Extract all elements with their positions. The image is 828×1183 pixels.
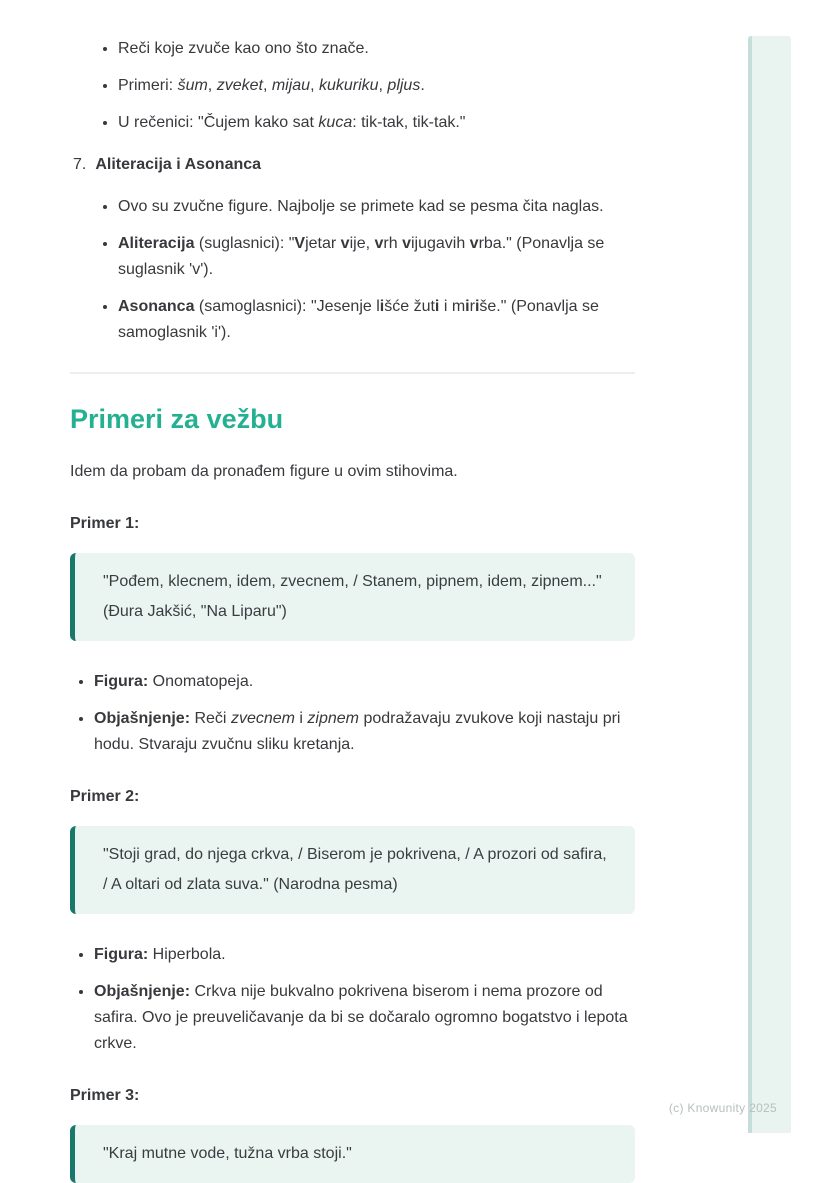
quote-text: "Pođem, klecnem, idem, zvecnem, / Stanem, pipnem, idem, zipnem..." (Đura Jakšić, "Na Liparu") (103, 573, 602, 620)
list-item: • Aliteracija (suglasnici): "Vjetar vije, vrh vijugavih vrba." (Ponavlja se suglasnik 'v'). (118, 231, 635, 283)
list-item: • Figura: Hiperbola. (94, 942, 635, 968)
list-item: • Asonanca (samoglasnici): "Jesenje lišće žuti i miriše." (Ponavlja se samoglasnik 'i'). (118, 294, 635, 346)
watermark: (c) Knowunity 2025 (668, 1101, 777, 1115)
quote-block (70, 1125, 635, 1183)
quote-block (70, 826, 635, 914)
document-content (70, 0, 635, 1183)
quote-text: "Stoji grad, do njega crkva, / Biserom je pokrivena, / A prozori od safira, / A oltari od zlata suva." (Narodna pesma) (103, 846, 607, 893)
divider (70, 372, 635, 374)
quote-block (70, 553, 635, 641)
list-item: • Primeri: šum, zveket, mijau, kukuriku, pljus. (118, 73, 635, 99)
quote-text: "Kraj mutne vode, tužna vrba stoji." (103, 1145, 352, 1162)
example-2-analysis-list (70, 942, 635, 1057)
list-item: • Figura: Onomatopeja. (94, 669, 635, 695)
list-item: • Objašnjenje: Reči zvecnem i zipnem podražavaju zvukove koji nastaju pri hodu. Stvaraju zvučnu sliku kretanja. (94, 706, 635, 758)
example-1-analysis-list (70, 669, 635, 758)
section-heading: Primeri za vežbu (70, 404, 284, 434)
intro-paragraph: Idem da probam da pronađem figure u ovim stihovima. (70, 463, 458, 480)
alliteration-bullet-list (70, 194, 635, 346)
list-item: • Reči koje zvuče kao ono što znače. (118, 36, 635, 62)
example-1-label: Primer 1: (70, 515, 140, 532)
section-title: Aliteracija i Asonanca (95, 156, 262, 173)
list-item: • U rečenici: "Čujem kako sat kuca: tik-tak, tik-tak." (118, 110, 635, 136)
example-2-label: Primer 2: (70, 788, 140, 805)
list-item: • Ovo su zvučne figure. Najbolje se primete kad se pesma čita naglas. (118, 194, 635, 220)
onomatopoeia-bullet-list (70, 36, 635, 136)
example-3-label: Primer 3: (70, 1087, 140, 1104)
list-item: • Objašnjenje: Crkva nije bukvalno pokrivena biserom i nema prozore od safira. Ovo je preuveličavanje da bi se dočaralo ogromno bogatstvo i lepota crkve. (94, 979, 635, 1057)
next-page-edge (748, 36, 791, 1133)
list-number: 7. (73, 156, 87, 173)
section-7-item (70, 152, 635, 178)
